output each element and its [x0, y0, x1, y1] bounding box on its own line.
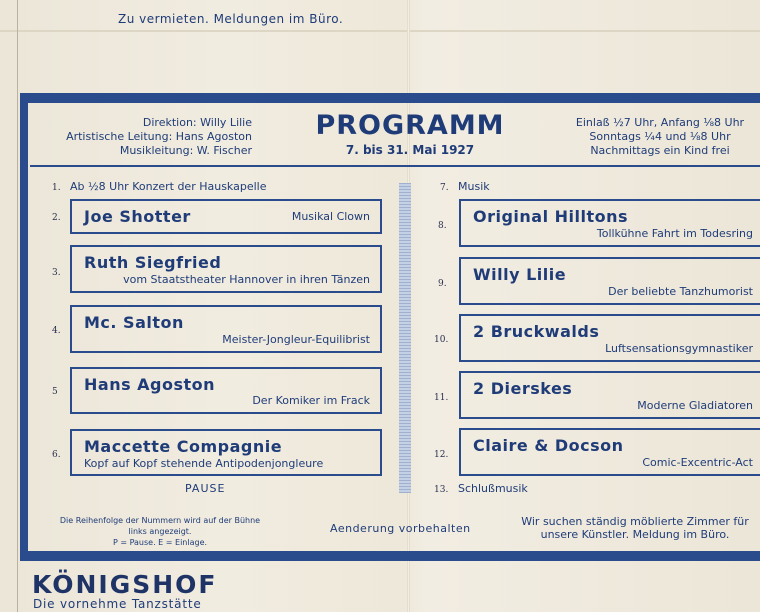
act-box: [459, 199, 760, 247]
item-number: 9.: [438, 279, 447, 289]
program-dates: 7. bis 31. Mai 1927: [345, 143, 475, 157]
act-description: Musikal Clown: [291, 210, 370, 223]
act-name: Joe Shotter: [84, 207, 191, 226]
item-number: 2.: [52, 213, 61, 223]
footnote-line: P = Pause. E = Einlage.: [112, 538, 208, 547]
act-name: Willy Lilie: [473, 265, 567, 284]
act-name: Maccette Compagnie: [84, 437, 283, 456]
center-divider: [399, 183, 411, 493]
pause-label: PAUSE: [185, 482, 226, 495]
footnote-line: Wir suchen ständig möblierte Zimmer für: [521, 515, 749, 528]
item-number: 5: [52, 387, 58, 397]
act-box: [70, 429, 382, 476]
bottom-blue-band: [20, 551, 760, 561]
order-footnote: [40, 515, 280, 548]
logo-tagline: Die vornehme Tanzstätte: [33, 597, 202, 611]
header-separator: [30, 165, 760, 167]
act-box: [459, 371, 760, 419]
item-number: 7.: [440, 183, 449, 193]
item-number: 1.: [52, 183, 61, 193]
footnote-line: unsere Künstler. Meldung im Büro.: [540, 528, 730, 541]
item-number: 10.: [434, 335, 449, 345]
item-number: 4.: [52, 326, 61, 336]
admission-times: [540, 116, 760, 158]
act-box: [70, 367, 382, 414]
act-description: Der beliebte Tanzhumorist: [608, 285, 753, 298]
admission-line-1: Einlaß ½7 Uhr, Anfang ⅛8 Uhr: [575, 116, 745, 129]
act-box: [459, 257, 760, 305]
paper-fold-horizontal: [0, 30, 760, 32]
management-credits: [40, 116, 252, 158]
act-description: vom Staatstheater Hannover in ihren Tänzen: [123, 273, 370, 286]
act-description: Tollkühne Fahrt im Todesring: [596, 227, 753, 240]
credit-direction: Direktion: Willy Lilie: [142, 116, 252, 129]
act-name: Ruth Siegfried: [84, 253, 222, 272]
act-box: [70, 305, 382, 353]
left-edge-rule: [17, 0, 18, 612]
change-notice: Aenderung vorbehalten: [330, 522, 471, 535]
room-wanted-notice: [500, 515, 760, 541]
act-name: Mc. Salton: [84, 313, 184, 332]
program-title: PROGRAMM: [315, 110, 505, 141]
act-name: Original Hilltons: [473, 207, 629, 226]
act-box: [70, 245, 382, 293]
credit-artistic: Artistische Leitung: Hans Agoston: [66, 130, 252, 143]
act-name: 2 Bruckwalds: [473, 322, 600, 341]
left-blue-bar: [20, 93, 28, 561]
act-name: 2 Dierskes: [473, 379, 573, 398]
act-name: Claire & Docson: [473, 436, 624, 455]
top-blue-band: [20, 93, 760, 103]
item-number: 11.: [434, 393, 449, 403]
item-music: Musik: [458, 180, 490, 193]
item-number: 6.: [52, 450, 61, 460]
item-concert: Ab ½8 Uhr Konzert der Hauskapelle: [70, 180, 267, 193]
item-number: 12.: [434, 450, 449, 460]
rental-notice: Zu vermieten. Meldungen im Büro.: [118, 12, 344, 26]
footnote-line: Die Reihenfolge der Nummern wird auf der Bühne: [59, 516, 261, 525]
item-number: 3.: [52, 268, 61, 278]
act-box: [70, 199, 382, 234]
admission-line-3: Nachmittags ein Kind frei: [590, 144, 730, 157]
act-description: Meister-Jongleur-Equilibrist: [222, 333, 370, 346]
act-description: Luftsensationsgymnastiker: [605, 342, 753, 355]
footnote-line: links angezeigt.: [128, 527, 192, 536]
admission-line-2: Sonntags ¼4 und ⅛8 Uhr: [589, 130, 731, 143]
item-number: 13.: [434, 485, 449, 495]
koenigshof-logo: KÖNIGSHOF: [32, 570, 218, 599]
act-box: [459, 428, 760, 476]
item-final-music: Schlußmusik: [458, 482, 528, 495]
act-name: Hans Agoston: [84, 375, 216, 394]
act-description: Kopf auf Kopf stehende Antipodenjongleure: [84, 457, 324, 470]
act-box: [459, 314, 760, 362]
act-description: Comic-Excentric-Act: [642, 456, 753, 469]
act-description: Moderne Gladiatoren: [637, 399, 753, 412]
act-description: Der Komiker im Frack: [252, 394, 370, 407]
item-number: 8.: [438, 221, 447, 231]
credit-music: Musikleitung: W. Fischer: [119, 144, 252, 157]
